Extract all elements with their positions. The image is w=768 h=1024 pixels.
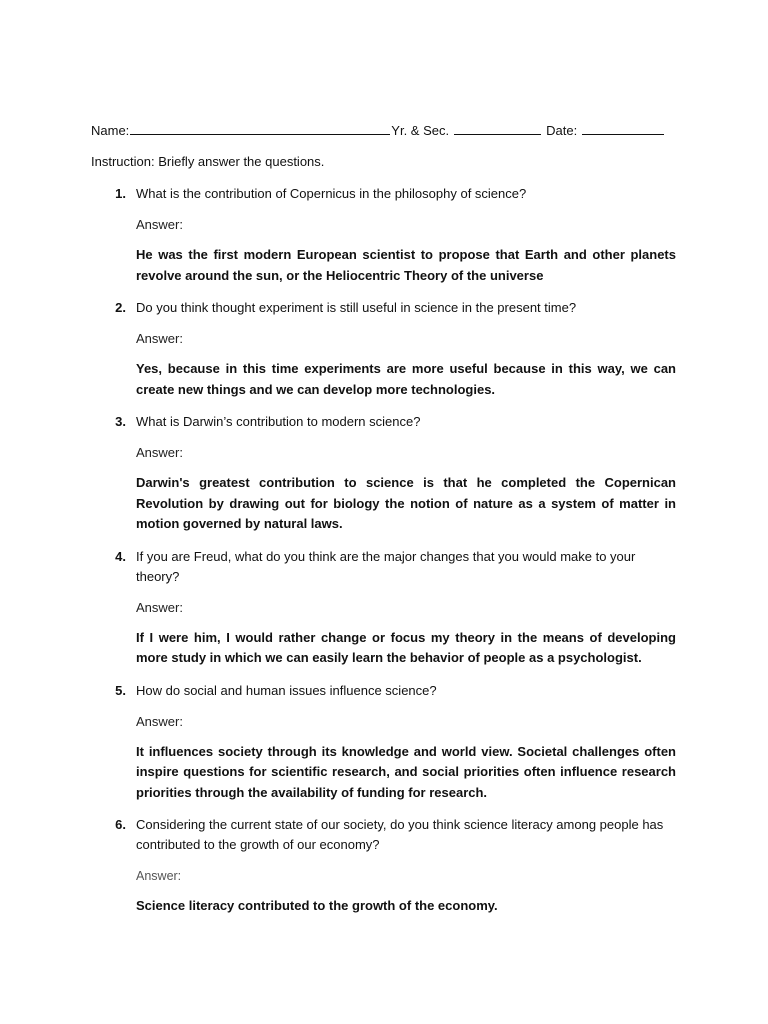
answer-text: He was the first modern European scientist to propose that Earth and other planets revolve around the sun, or the Heliocentric Theory of the universe xyxy=(136,247,676,283)
instruction-text: Instruction: Briefly answer the questions. xyxy=(91,154,325,169)
student-info-line xyxy=(91,122,676,140)
answer-label: Answer: xyxy=(136,713,183,729)
name-label: Name: xyxy=(91,123,130,138)
question-list xyxy=(91,184,676,917)
answer-text: If I were him, I would rather change or focus my theory in the means of developing more study in which we can easily learn the behavior of people as a psychologist. xyxy=(136,629,676,665)
question-text: Considering the current state of our society, do you think science literacy among people has contributed to the growth of our economy? xyxy=(136,817,664,852)
question-item xyxy=(91,184,676,286)
answer-label: Answer: xyxy=(136,599,183,615)
question-text: What is Darwin’s contribution to modern science? xyxy=(136,414,421,429)
answer-text: Darwin's greatest contribution to science is that he completed the Copernican Revolution by drawing out for biology the notion of nature as a system of matter in motion governed by natural laws. xyxy=(136,475,676,531)
date-blank[interactable] xyxy=(582,122,664,135)
answer-text: Science literacy contributed to the growth of the economy. xyxy=(136,898,498,913)
date-label: Date: xyxy=(546,123,578,138)
answer-text: Yes, because in this time experiments are more useful because in this way, we can create new things and we can develop more technologies. xyxy=(136,361,676,397)
answer-label: Answer: xyxy=(136,869,182,883)
question-text: What is the contribution of Copernicus in the philosophy of science? xyxy=(136,186,527,201)
yr-sec-label: Yr. & Sec. xyxy=(391,123,450,138)
question-text: How do social and human issues influence science? xyxy=(136,682,437,698)
question-text: If you are Freud, what do you think are the major changes that you would make to your theory? xyxy=(136,548,636,584)
question-item xyxy=(91,298,676,400)
yr-sec-blank[interactable] xyxy=(454,122,541,135)
question-number: 2. xyxy=(115,300,126,315)
question-number: 5. xyxy=(115,682,126,698)
question-item xyxy=(91,547,676,669)
question-number: 6. xyxy=(115,817,126,832)
question-item xyxy=(91,412,676,535)
name-blank[interactable] xyxy=(130,122,390,135)
question-text: Do you think thought experiment is still useful in science in the present time? xyxy=(136,300,577,315)
question-number: 4. xyxy=(115,548,126,564)
question-number: 3. xyxy=(115,414,126,429)
question-number: 1. xyxy=(115,186,126,201)
answer-label: Answer: xyxy=(136,331,183,346)
answer-text: It influences society through its knowledge and world view. Societal challenges often inspire questions for scientific research, and social priorities often influence research priorities through the availability of funding for research. xyxy=(136,743,676,800)
answer-label: Answer: xyxy=(136,217,183,232)
question-item xyxy=(91,815,676,917)
question-item xyxy=(91,681,676,804)
answer-label: Answer: xyxy=(136,445,183,460)
